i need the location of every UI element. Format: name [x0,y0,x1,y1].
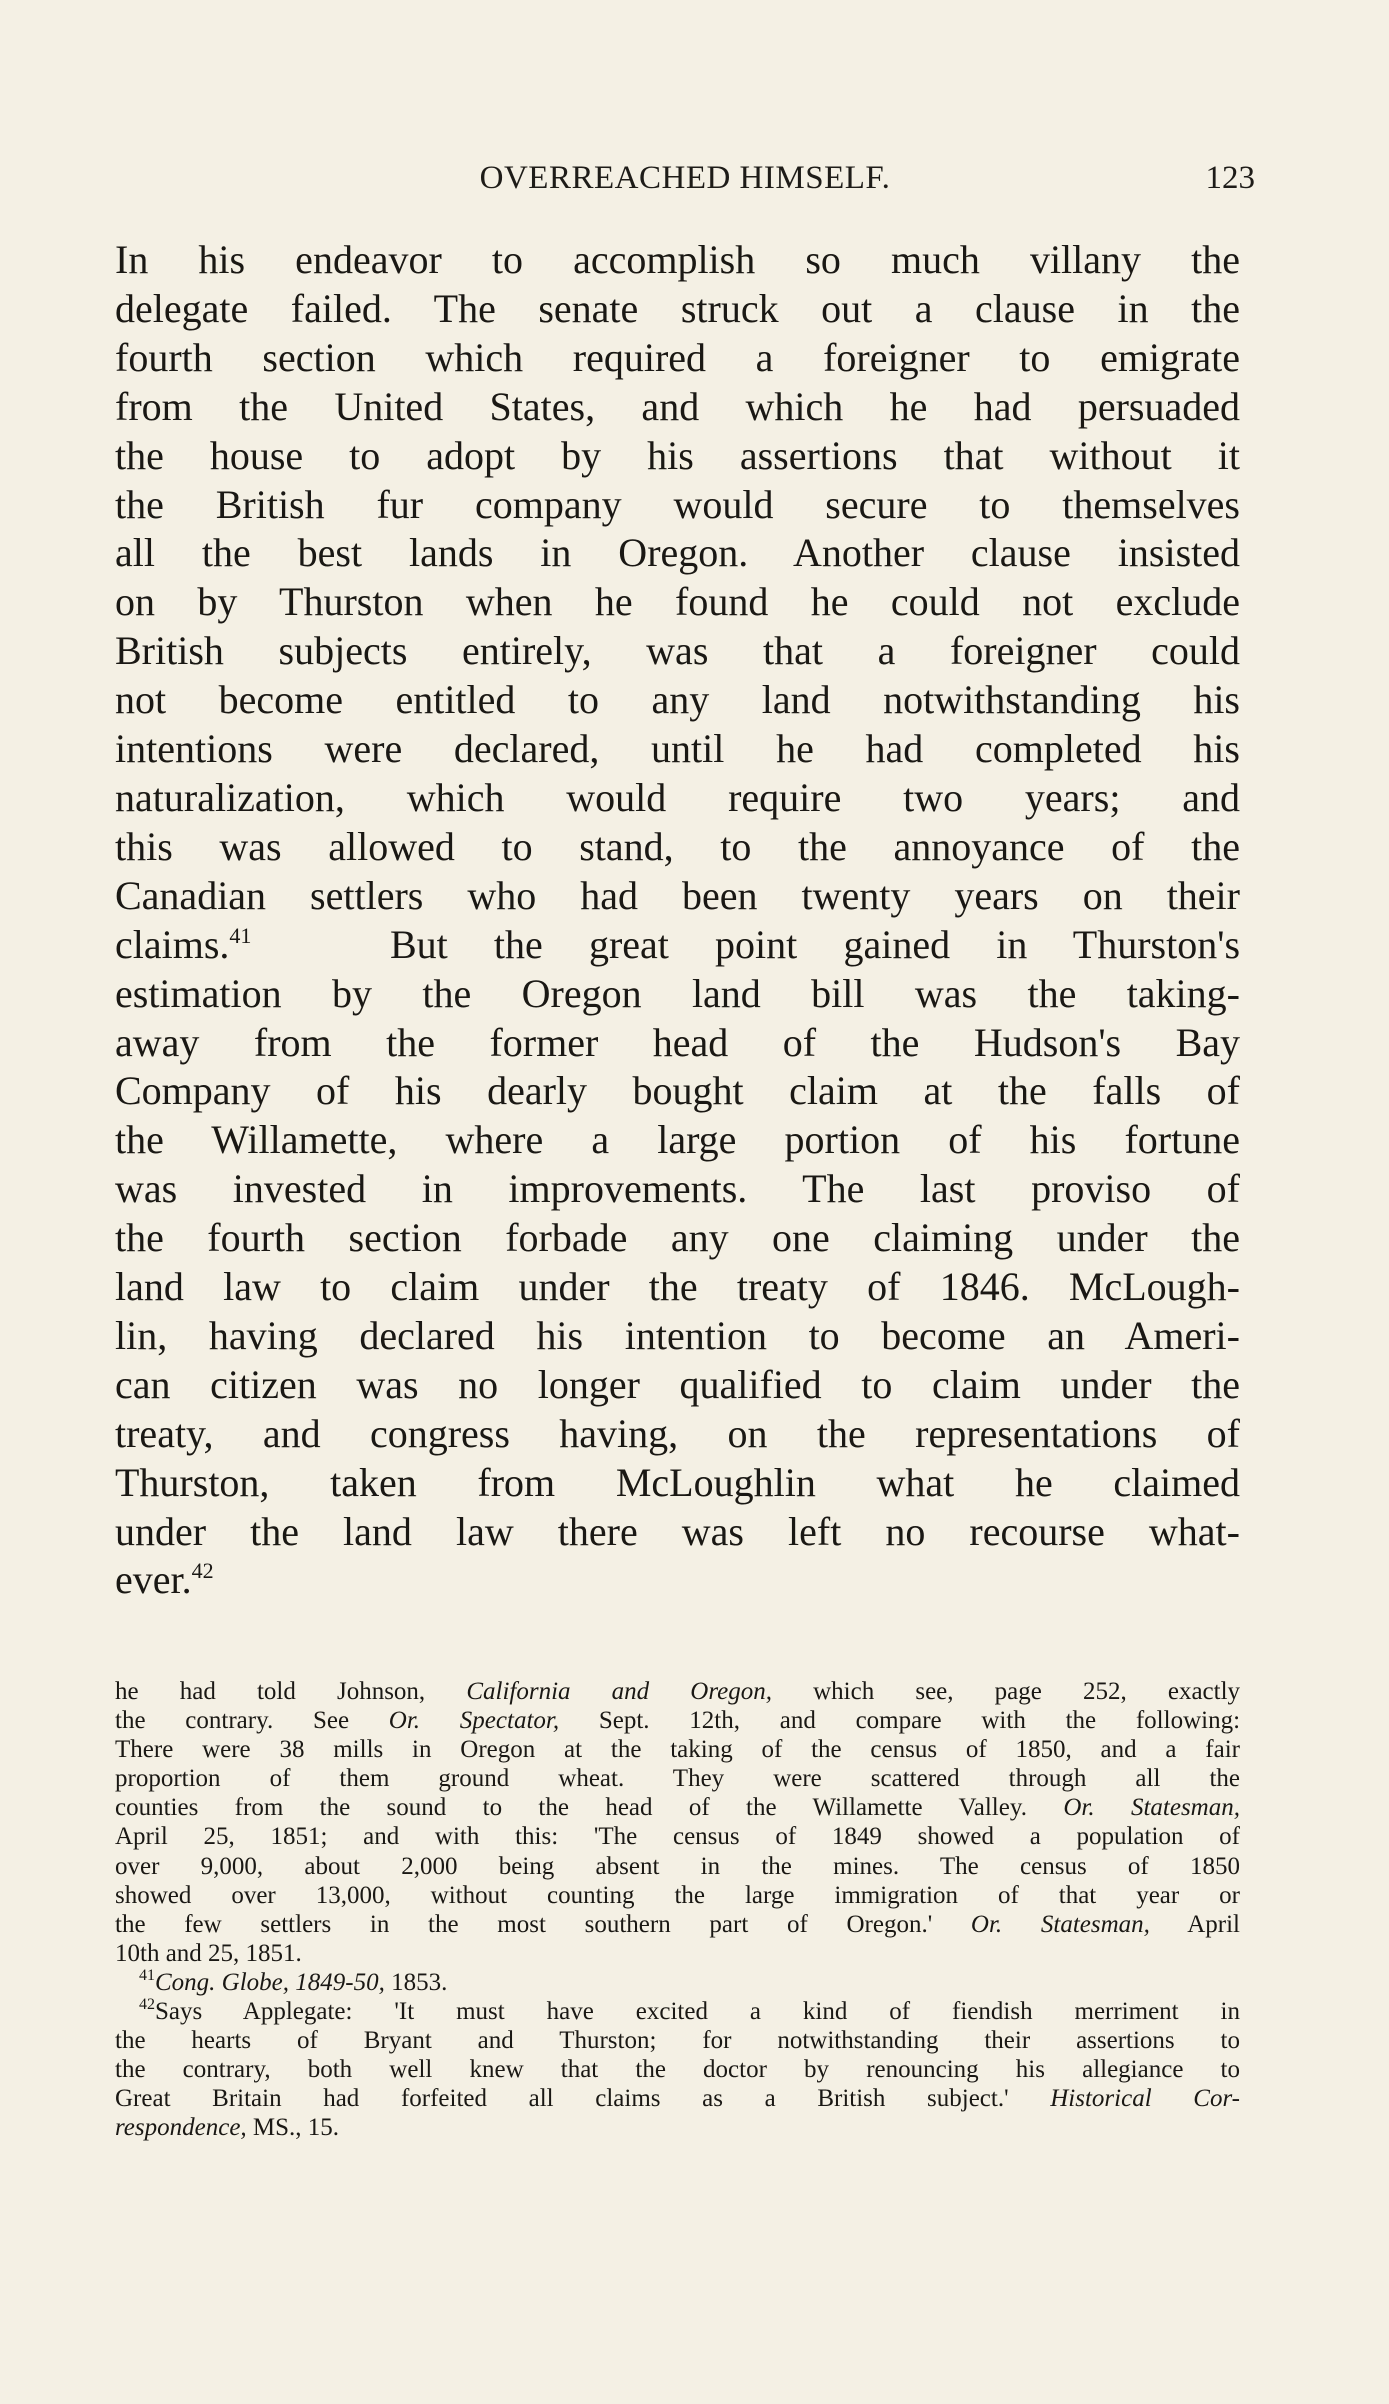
text-line: was invested in improvements. The last proviso of [115,1166,1240,1212]
text-line: Canadian settlers who had been twenty years on their [115,872,1240,918]
footnote-number: 41 [139,1966,155,1984]
footnote-line: There were 38 mills in Oregon at the taking of the census of 1850, and a fair [115,1736,1240,1764]
footnote-42 [115,1997,1240,2026]
text-line: In his endeavor to accomplish so much villany the [115,237,1240,282]
text-line: treaty, and congress having, on the representations of [115,1410,1240,1456]
text-line: Company of his dearly bought claim at the falls of [115,1068,1240,1114]
text-line: lin, having declared his intention to become an Ameri- [115,1312,1240,1358]
footnote-text: 1853. [391,1968,448,1996]
footnote-line: the contrary, both well knew that the doctor by renouncing his allegiance to [115,2056,1240,2084]
footnote-41 [115,1968,1240,1997]
footnote-line [115,1706,1240,1735]
text-line: under the land law there was left no recourse what- [115,1508,1240,1554]
footnote-text: counties from the sound to the head of the Willamette Valley. [115,1794,1027,1822]
footnote-line: showed over 13,000, without counting the large immigration of that year or [115,1881,1240,1909]
text-line: this was allowed to stand, to the annoyance of the [115,823,1240,869]
note-reference-41: 41 [229,922,252,948]
footnote-citation: Or. Spectator, [388,1707,560,1735]
text-line: the house to adopt by his assertions that without it [115,432,1240,478]
page-number: 123 [1205,160,1255,196]
footnote-line [115,2113,1240,2142]
footnote-text: which see, page 252, exactly [813,1678,1241,1705]
text-line: Thurston, taken from McLoughlin what he claimed [115,1459,1240,1505]
text-line: on by Thurston when he found he could not exclude [115,579,1240,625]
footnote-citation: respondence, [115,2114,247,2142]
footnote-line: over 9,000, about 2,000 being absent in the mines. The census of 1850 [115,1852,1240,1880]
footnotes [115,1677,1240,2143]
text-line: fourth section which required a foreigner to emigrate [115,334,1240,380]
footnote-text: the contrary. See [115,1707,350,1735]
footnote-citation: California and Oregon, [466,1678,772,1705]
text-fragment: claims. [115,921,230,967]
footnote-line [115,2084,1240,2113]
footnote-citation: Or. Statesman, [1063,1794,1240,1822]
text-line: all the best lands in Oregon. Another clause insisted [115,530,1240,576]
text-line: the Willamette, where a large portion of his fortune [115,1117,1240,1163]
text-line: land law to claim under the treaty of 1846. McLough- [115,1264,1240,1310]
text-line: away from the former head of the Hudson's Bay [115,1019,1240,1065]
running-head [115,156,1255,200]
text-line: British subjects entirely, was that a foreigner could [115,628,1240,674]
text-line: naturalization, which would require two years; and [115,774,1240,820]
footnote-line: April 25, 1851; and with this: 'The census of 1849 showed a population of [115,1823,1240,1851]
footnote-number: 42 [139,1996,155,2014]
text-fragment: But the great point gained in Thurston's [389,921,1241,967]
text-line: not become entitled to any land notwithstanding his [115,677,1240,723]
footnote-text: Sept. 12th, and compare with the following: [598,1707,1241,1735]
footnote-text: Says Applegate: 'It must have excited a kind of fiendish merriment in [155,1998,1240,2026]
text-line-with-note [115,1556,1240,1605]
main-paragraph [115,236,1240,1605]
text-line: the fourth section forbade any one claiming under the [115,1215,1240,1261]
text-line: can citizen was no longer qualified to claim under the [115,1361,1240,1407]
text-line-with-note [115,921,1240,970]
footnote-text: he had told Johnson, [115,1678,426,1705]
footnote-line: 10th and 25, 1851. [115,1939,302,1967]
footnote-text: April [1187,1910,1241,1938]
footnote-text: Great Britain had forfeited all claims as a British subject.' [115,2085,1009,2113]
text-line: from the United States, and which he had persuaded [115,383,1240,429]
footnote-citation: Historical Cor- [1050,2085,1241,2113]
footnote-line [115,1793,1240,1822]
text-line: delegate failed. The senate struck out a clause in the [115,285,1240,331]
text-line: the British fur company would secure to themselves [115,481,1240,527]
footnote-citation: Cong. Globe, 1849-50, [155,1968,385,1996]
footnote-citation: Or. Statesman, [970,1910,1150,1938]
text-line: estimation by the Oregon land bill was the taking- [115,970,1240,1016]
footnote-text: MS., 15. [252,2114,340,2142]
text-fragment: ever. [115,1557,192,1603]
footnote-text: the few settlers in the most southern part of Oregon.' [115,1910,933,1938]
footnote-line: proportion of them ground wheat. They were scattered through all the [115,1765,1240,1793]
footnote-line [115,1677,1240,1706]
footnote-line: the hearts of Bryant and Thurston; for notwithstanding their assertions to [115,2027,1240,2055]
footnote-line [115,1910,1240,1939]
note-reference-42: 42 [191,1558,214,1584]
running-title: OVERREACHED HIMSELF. [479,160,891,196]
text-line: intentions were declared, until he had completed his [115,726,1240,772]
